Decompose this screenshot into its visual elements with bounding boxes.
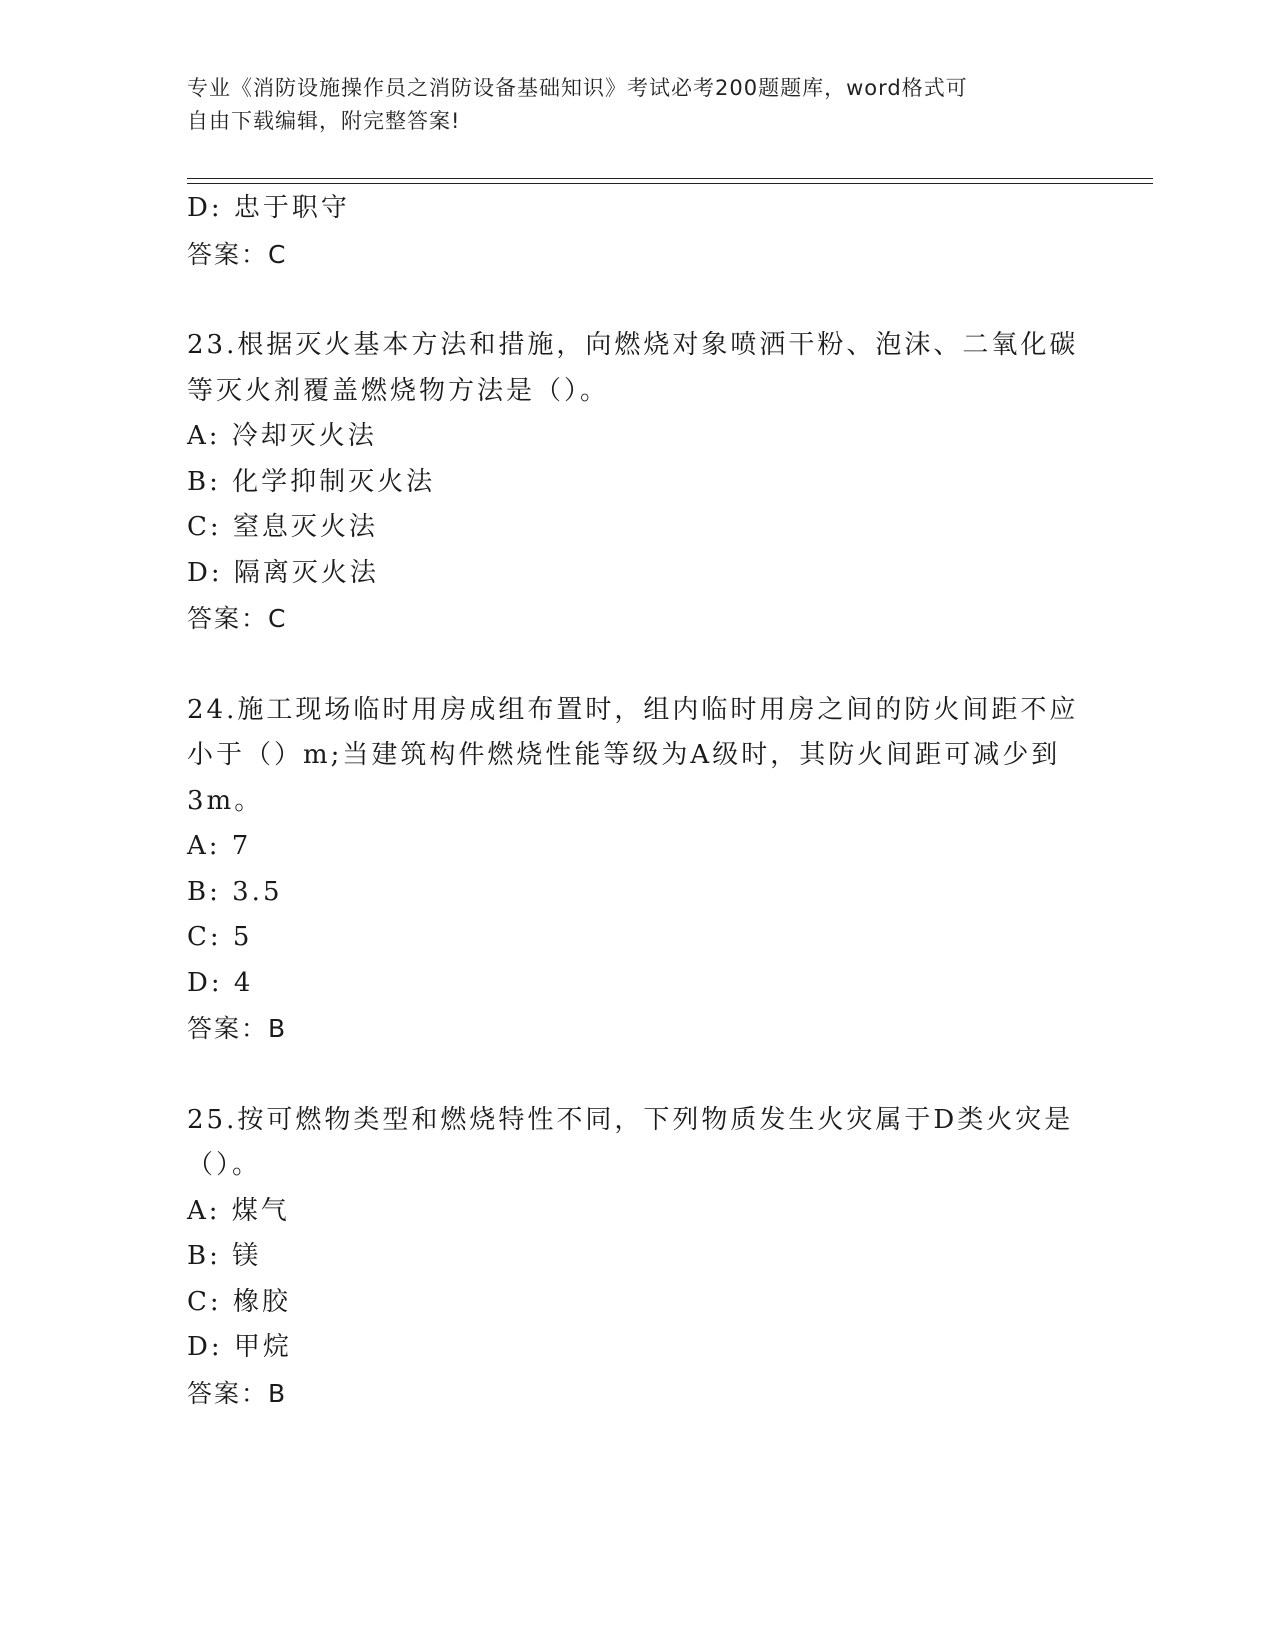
- question-text-line: 等灭火剂覆盖燃烧物方法是（）。: [187, 375, 610, 406]
- document-body: [187, 186, 1087, 1416]
- question-text-line: 小于（）m;当建筑构件燃烧性能等级为A级时，其防火间距可减少到: [187, 740, 1061, 770]
- header-line-1: 专业《消防设施操作员之消防设备基础知识》考试必考200题题库，word格式可: [187, 76, 968, 100]
- question-text-line: 23.根据灭火基本方法和措施，向燃烧对象喷洒干粉、泡沫、二氧化碳: [187, 330, 1079, 360]
- spacer: [187, 1052, 1087, 1098]
- page-header: [187, 72, 1067, 138]
- answer-line: 答案：C: [187, 604, 288, 633]
- spacer: [187, 277, 1087, 323]
- option-d: D: 4: [187, 967, 254, 998]
- header-line-2: 自由下载编辑，附完整答案!: [187, 109, 461, 133]
- answer-line: 答案：C: [187, 239, 288, 269]
- question-25: [187, 1098, 1087, 1417]
- question-text-line: （）。: [187, 1150, 262, 1180]
- question-text-line: 3m。: [187, 785, 264, 816]
- option-a: A: 冷却灭火法: [187, 421, 377, 451]
- option-a: A: 7: [187, 831, 252, 861]
- option-c: C: 5: [187, 922, 253, 952]
- question-text-line: 25.按可燃物类型和燃烧特性不同，下列物质发生火灾属于D类火灾是: [187, 1104, 1074, 1135]
- option-d: D: 隔离灭火法: [187, 557, 379, 588]
- header-divider-bottom: [187, 183, 1153, 184]
- option-d: D: 甲烷: [187, 1332, 292, 1362]
- question-text-line: 24.施工现场临时用房成组布置时，组内临时用房之间的防火间距不应: [187, 694, 1079, 725]
- question-23: [187, 323, 1087, 642]
- option-b: B: 3.5: [187, 876, 283, 907]
- spacer: [187, 642, 1087, 688]
- option-b: B: 镁: [187, 1241, 262, 1271]
- answer-line: 答案：B: [187, 1014, 288, 1043]
- answer-line: 答案：B: [187, 1378, 288, 1408]
- option-a: A: 煤气: [187, 1195, 290, 1226]
- option-b: B: 化学抑制灭火法: [187, 466, 436, 497]
- option-c: C: 窒息灭火法: [187, 512, 378, 542]
- option-c: C: 橡胶: [187, 1286, 291, 1317]
- question-24: [187, 688, 1087, 1052]
- option-d: D: 忠于职守: [187, 193, 350, 223]
- header-divider-top: [187, 178, 1153, 179]
